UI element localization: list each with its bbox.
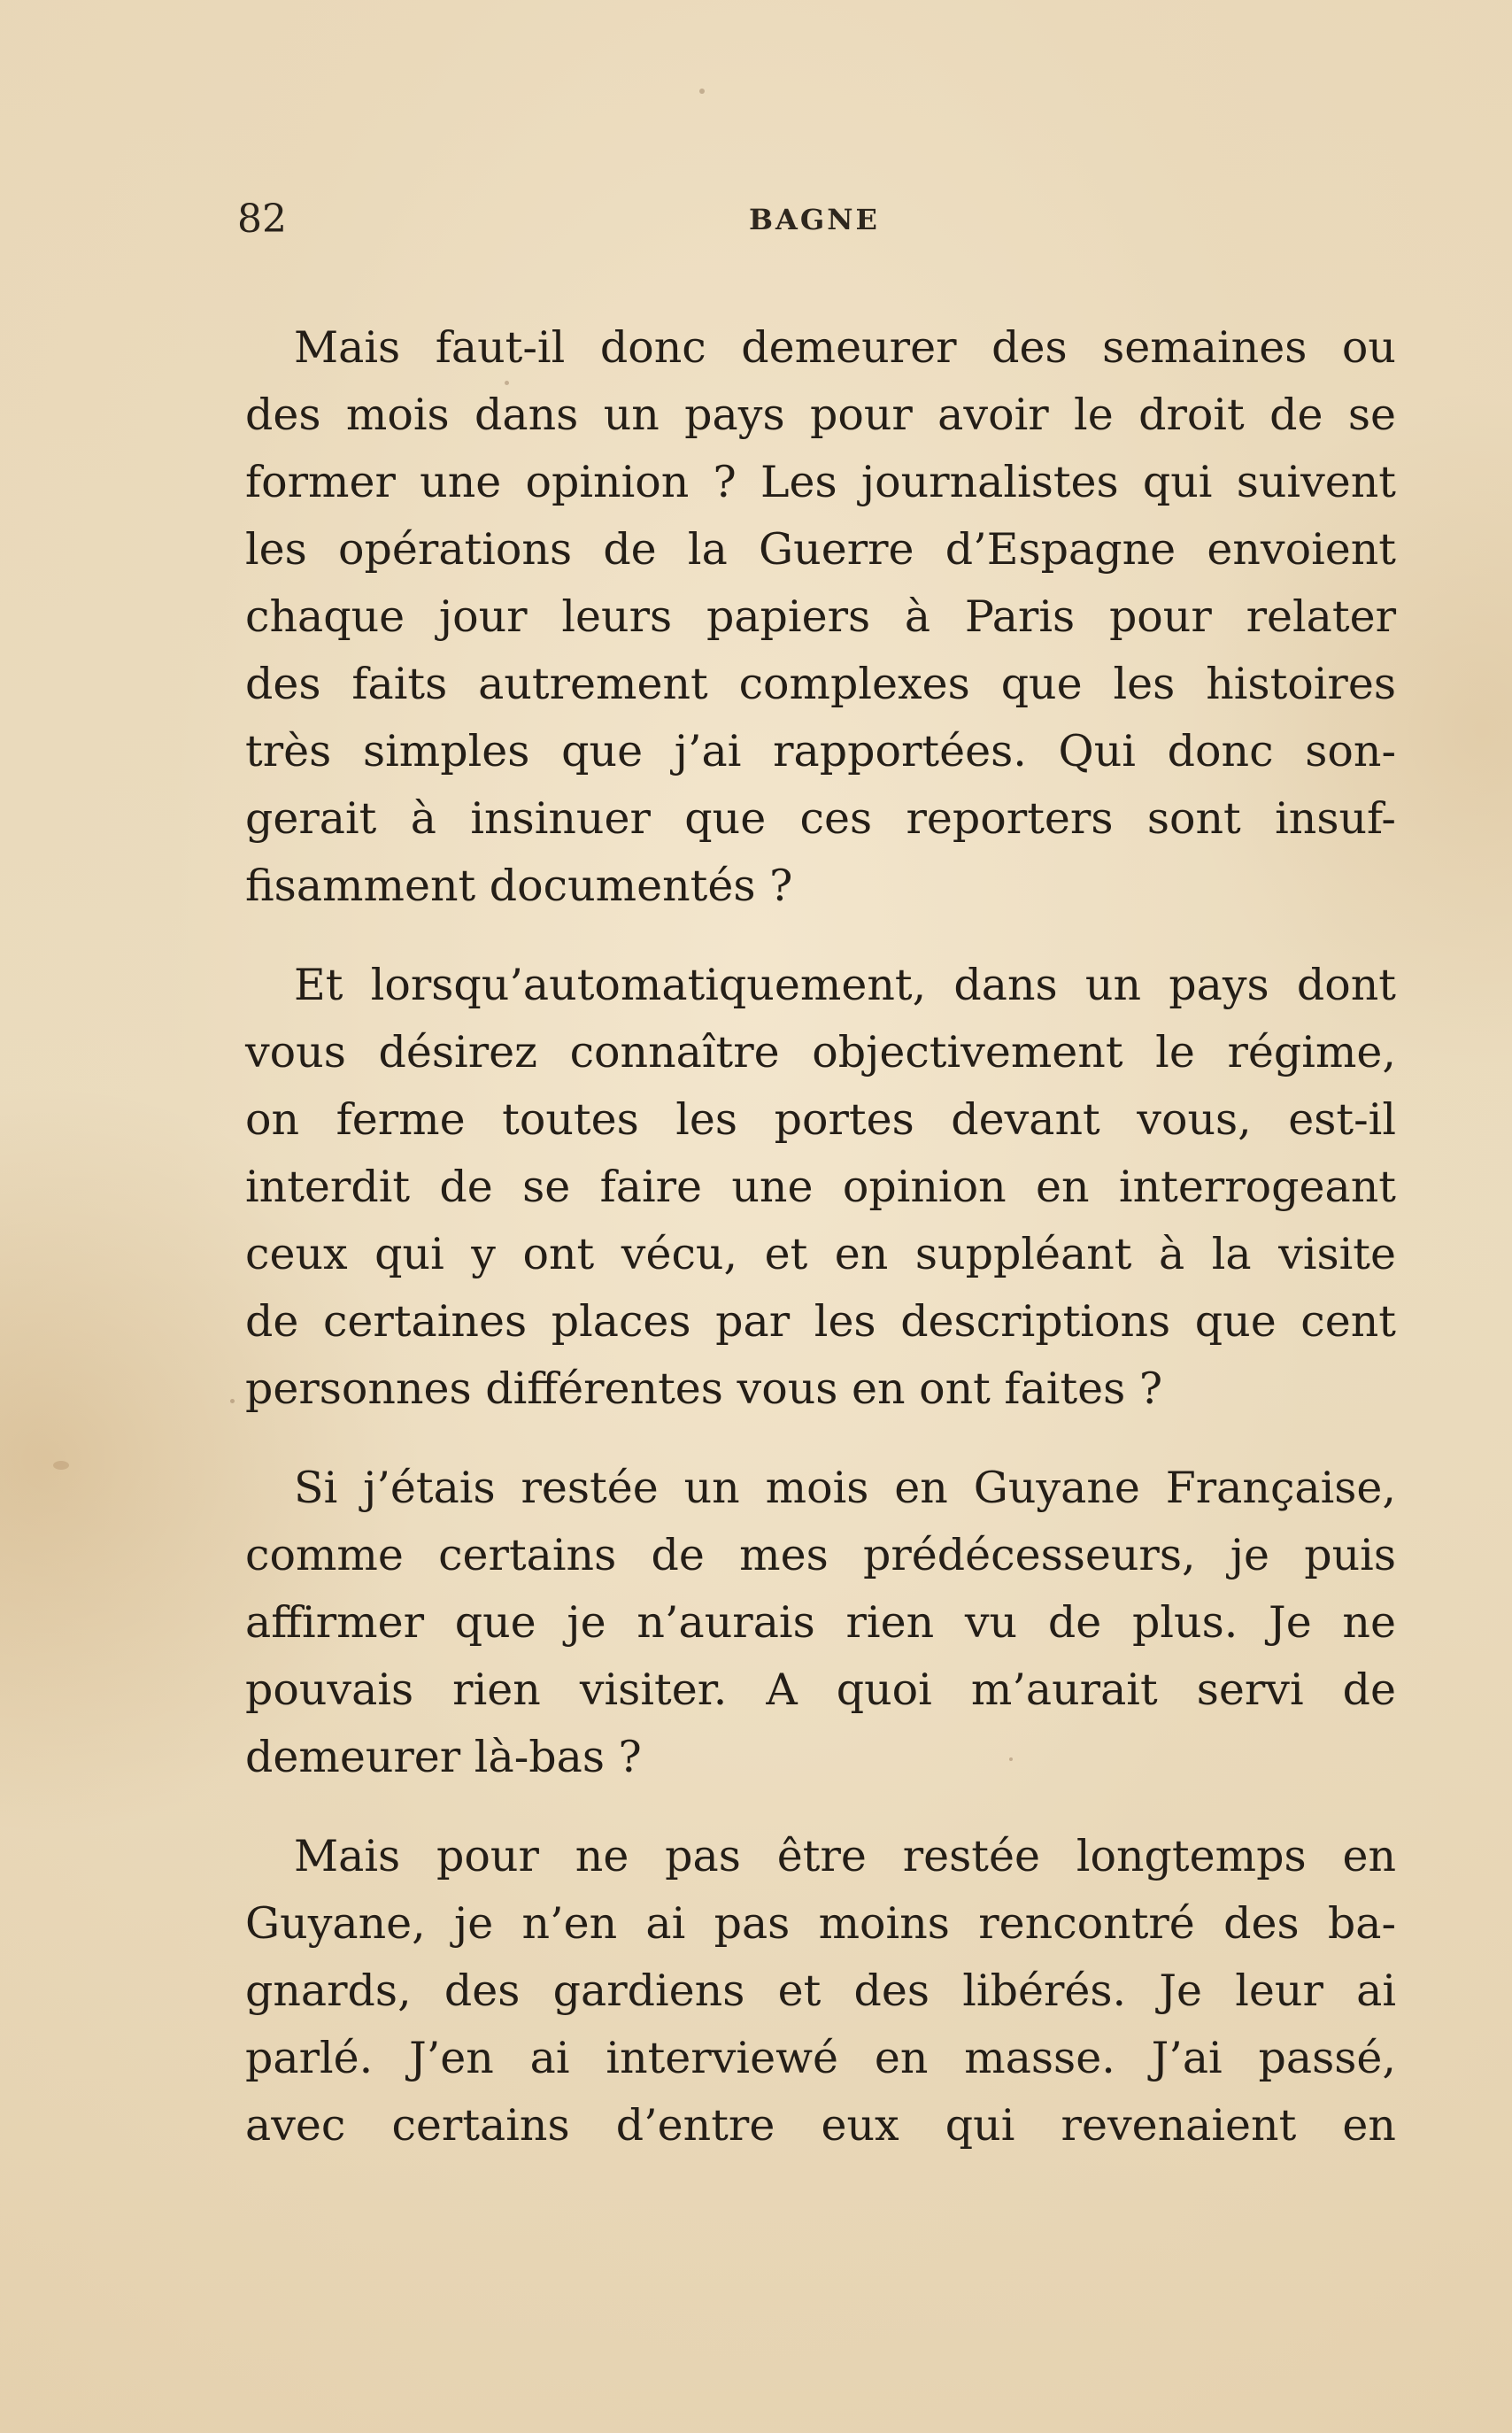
- text-line: demeurer là-bas ?: [245, 1732, 642, 1782]
- text-line: on ferme toutes les portes devant vous, est-il: [245, 1094, 1396, 1145]
- text-line: fisamment documentés ?: [245, 861, 793, 911]
- text-line: des mois dans un pays pour avoir le droit de se: [245, 390, 1396, 440]
- text-line: parlé. J’en ai interviewé en masse. J’ai passé,: [245, 2033, 1396, 2083]
- text-line: vous désirez connaître objectivement le régime,: [245, 1027, 1396, 1077]
- page-number: 82: [237, 197, 287, 242]
- text-line: former une opinion ? Les journalistes qui suivent: [245, 457, 1396, 507]
- text-line: des faits autrement complexes que les histoires: [245, 659, 1396, 709]
- text-line: Mais pour ne pas être restée longtemps en: [294, 1831, 1396, 1881]
- text-line: de certaines places par les descriptions que cent: [245, 1296, 1396, 1347]
- text-line: pouvais rien visiter. A quoi m’aurait servi de: [245, 1664, 1396, 1715]
- body-text: [245, 314, 1396, 2159]
- text-line: gerait à insinuer que ces reporters sont insuf-: [245, 793, 1396, 844]
- text-line: personnes différentes vous en ont faites ?: [245, 1363, 1163, 1414]
- text-line: Et lorsqu’automatiquement, dans un pays dont: [294, 960, 1396, 1010]
- text-line: très simples que j’ai rapportées. Qui donc son-: [245, 726, 1396, 776]
- text-line: Si j’étais restée un mois en Guyane Française,: [294, 1463, 1396, 1513]
- running-title: BAGNE: [749, 203, 880, 236]
- text-line: avec certains d’entre eux qui revenaient en: [245, 2100, 1396, 2151]
- paper-speck: [699, 89, 705, 94]
- text-line: interdit de se faire une opinion en interrogeant: [245, 1162, 1396, 1212]
- paper-speck: [1009, 1757, 1013, 1761]
- text-line: Guyane, je n’en ai pas moins rencontré des ba-: [245, 1898, 1396, 1949]
- text-line: affirmer que je n’aurais rien vu de plus. Je ne: [245, 1597, 1396, 1648]
- text-line: comme certains de mes prédécesseurs, je puis: [245, 1530, 1396, 1580]
- paragraph-2: [245, 952, 1396, 1423]
- text-line: Mais faut-il donc demeurer des semaines ou: [294, 322, 1396, 373]
- paper-speck: [230, 1399, 235, 1403]
- paragraph-4: [245, 1823, 1396, 2159]
- paper-speck: [505, 381, 509, 385]
- paper-speck: [53, 1461, 69, 1470]
- text-line: les opérations de la Guerre d’Espagne envoient: [245, 524, 1396, 575]
- paragraph-3: [245, 1455, 1396, 1791]
- text-line: ceux qui y ont vécu, et en suppléant à la visite: [245, 1229, 1396, 1279]
- text-line: chaque jour leurs papiers à Paris pour relater: [245, 591, 1396, 642]
- text-line: gnards, des gardiens et des libérés. Je leur ai: [245, 1966, 1396, 2016]
- paragraph-1: [245, 314, 1396, 920]
